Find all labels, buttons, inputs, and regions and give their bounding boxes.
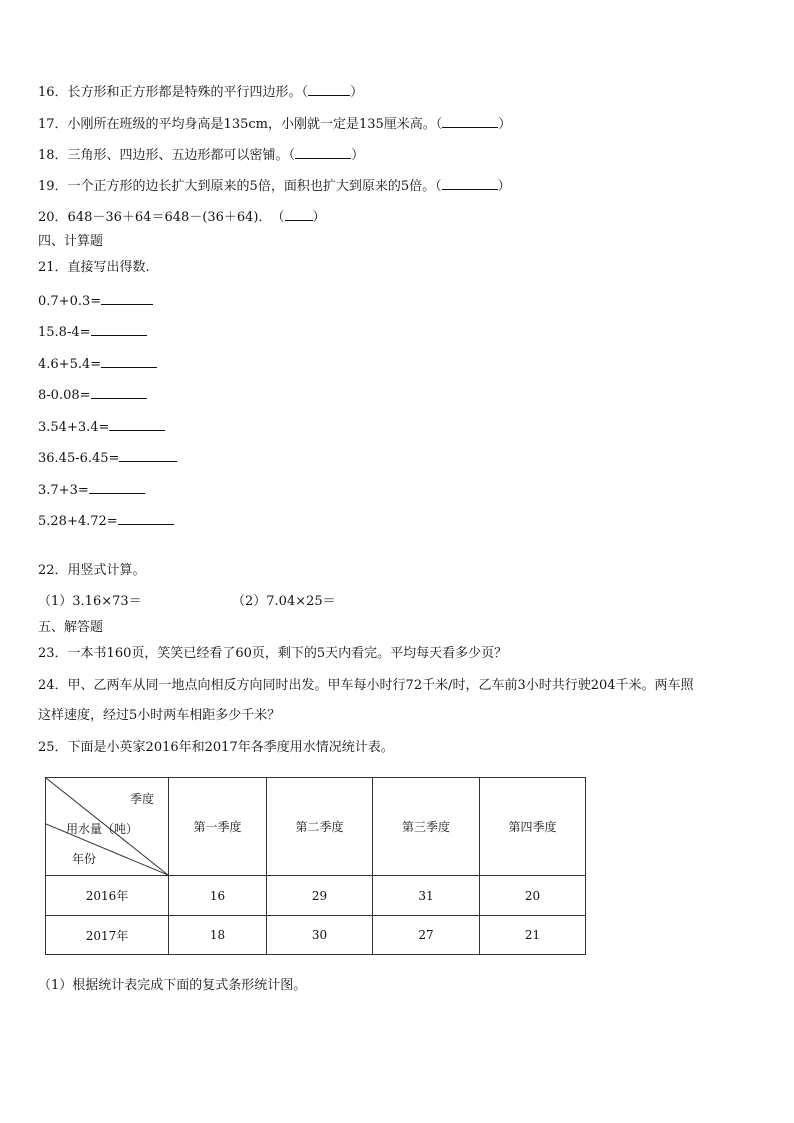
value-cell: 16 bbox=[169, 876, 267, 916]
section-title-word-problems: 五、解答题 bbox=[38, 620, 104, 635]
question-18 bbox=[38, 145, 364, 165]
vertical-calc-2: （2）7.04×25＝ bbox=[232, 594, 336, 609]
calc-expression: 3.54+3.4= bbox=[38, 420, 110, 435]
question-number: 25． bbox=[38, 740, 68, 755]
calc-item bbox=[38, 480, 145, 500]
corner-label-year: 年份 bbox=[72, 852, 97, 866]
year-cell: 2016年 bbox=[46, 876, 169, 916]
diagonal-header-cell bbox=[46, 778, 169, 876]
answer-blank[interactable] bbox=[91, 385, 147, 399]
question-text: 648－36＋64＝648－(36＋64)． （ bbox=[67, 210, 285, 225]
question-text: 一个正方形的边长扩大到原来的5倍，面积也扩大到原来的5倍。（ bbox=[67, 179, 442, 194]
year-cell: 2017年 bbox=[46, 916, 169, 955]
question-24 bbox=[38, 677, 694, 695]
value-cell: 29 bbox=[267, 876, 373, 916]
question-text: 长方形和正方形都是特殊的平行四边形。（ bbox=[67, 85, 309, 100]
question-19 bbox=[38, 176, 511, 196]
calc-item bbox=[38, 354, 157, 374]
close-paren: ） bbox=[351, 148, 365, 163]
answer-blank[interactable] bbox=[295, 145, 351, 159]
answer-blank[interactable] bbox=[109, 417, 165, 431]
close-paren: ） bbox=[497, 179, 511, 194]
vertical-calc-1: （1）3.16×73＝ bbox=[38, 594, 142, 609]
answer-blank[interactable] bbox=[91, 322, 147, 336]
value-cell: 18 bbox=[169, 916, 267, 955]
calc-expression: 4.6+5.4= bbox=[38, 357, 102, 372]
answer-blank[interactable] bbox=[285, 207, 313, 221]
question-number: 22． bbox=[38, 563, 68, 578]
table-row bbox=[46, 916, 586, 955]
calc-expression: 36.45-6.45= bbox=[38, 451, 120, 466]
question-24-continued: 这样速度，经过5小时两车相距多少千米？ bbox=[38, 708, 281, 723]
question-text: 直接写出得数. bbox=[67, 260, 150, 275]
value-cell: 20 bbox=[480, 876, 586, 916]
question-25-sub-1: （1）根据统计表完成下面的复式条形统计图。 bbox=[38, 978, 307, 993]
corner-label-season: 季度 bbox=[130, 792, 155, 806]
answer-blank[interactable] bbox=[101, 291, 153, 305]
calc-expression: 0.7+0.3= bbox=[38, 294, 102, 309]
question-number: 20． bbox=[38, 210, 68, 225]
question-text: 一本书160页，笑笑已经看了60页，剩下的5天内看完。平均每天看多少页？ bbox=[67, 646, 508, 661]
table-header-row bbox=[46, 778, 586, 876]
question-number: 16． bbox=[38, 85, 68, 100]
section-title-calculation: 四、计算题 bbox=[38, 234, 104, 249]
value-cell: 31 bbox=[373, 876, 480, 916]
header-cell: 第一季度 bbox=[169, 778, 267, 876]
calc-item bbox=[38, 385, 147, 405]
question-text: 用竖式计算。 bbox=[67, 563, 146, 578]
question-number: 19． bbox=[38, 179, 68, 194]
question-16 bbox=[38, 82, 363, 102]
question-20 bbox=[38, 207, 326, 227]
value-cell: 21 bbox=[480, 916, 586, 955]
question-text: 下面是小英家2016年和2017年各季度用水情况统计表。 bbox=[67, 740, 394, 755]
header-cell: 第三季度 bbox=[373, 778, 480, 876]
question-number: 17． bbox=[38, 117, 68, 132]
question-number: 24． bbox=[38, 678, 68, 693]
calc-expression: 8-0.08= bbox=[38, 388, 91, 403]
calc-expression: 15.8-4= bbox=[38, 325, 91, 340]
corner-label-usage: 用水量（吨） bbox=[66, 822, 139, 836]
answer-blank[interactable] bbox=[308, 82, 350, 96]
answer-blank[interactable] bbox=[118, 511, 174, 525]
calc-expression: 5.28+4.72= bbox=[38, 514, 118, 529]
question-text: 小刚所在班级的平均身高是135cm，小刚就一定是135厘米高。（ bbox=[67, 117, 443, 132]
answer-blank[interactable] bbox=[442, 176, 498, 190]
close-paren: ） bbox=[312, 210, 326, 225]
water-usage-table bbox=[45, 777, 586, 955]
question-23 bbox=[38, 645, 507, 663]
question-17 bbox=[38, 114, 511, 134]
calc-item bbox=[38, 322, 147, 342]
answer-blank[interactable] bbox=[101, 354, 157, 368]
calc-item bbox=[38, 417, 165, 437]
question-25 bbox=[38, 739, 394, 757]
close-paren: ） bbox=[350, 85, 364, 100]
answer-blank[interactable] bbox=[442, 114, 498, 128]
question-21 bbox=[38, 259, 150, 277]
calc-item bbox=[38, 448, 177, 468]
question-text: 甲、乙两车从同一地点向相反方向同时出发。甲车每小时行72千米/时，乙车前3小时共行驶204千米。两车照 bbox=[67, 678, 694, 693]
answer-blank[interactable] bbox=[119, 448, 177, 462]
calc-expression: 3.7+3= bbox=[38, 483, 89, 498]
question-text: 三角形、四边形、五边形都可以密铺。（ bbox=[67, 148, 296, 163]
question-number: 23． bbox=[38, 646, 68, 661]
calc-item bbox=[38, 511, 174, 531]
close-paren: ） bbox=[498, 117, 512, 132]
header-cell: 第二季度 bbox=[267, 778, 373, 876]
question-number: 18． bbox=[38, 148, 68, 163]
value-cell: 30 bbox=[267, 916, 373, 955]
question-number: 21． bbox=[38, 260, 68, 275]
header-cell: 第四季度 bbox=[480, 778, 586, 876]
table-row bbox=[46, 876, 586, 916]
answer-blank[interactable] bbox=[89, 480, 145, 494]
value-cell: 27 bbox=[373, 916, 480, 955]
calc-item bbox=[38, 291, 153, 311]
question-22 bbox=[38, 562, 146, 580]
